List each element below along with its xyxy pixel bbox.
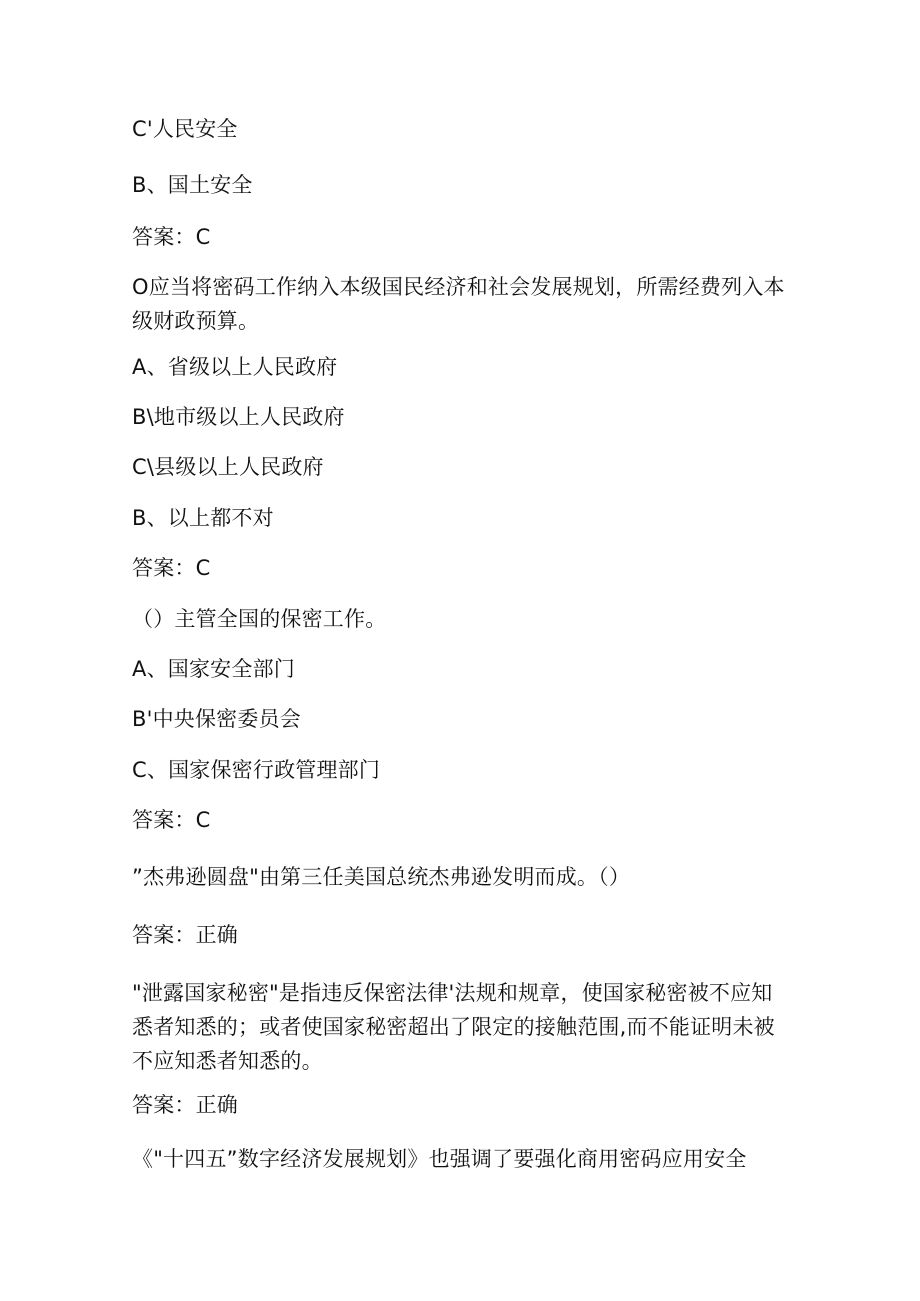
question-paragraph: "泄露国家秘密"是指违反保密法律'法规和规章，使国家秘密被不应知悉者知悉的；或者使国家秘密超出了限定的接触范围,而不能证明未被不应知悉者知悉的。 xyxy=(132,981,775,1073)
option-d-line: B、以上都不对 xyxy=(132,506,274,530)
question-line: 《"十四五”数字经济发展规划》也强调了要强化商用密码应用安全 xyxy=(132,1147,747,1171)
question-paragraph: O应当将密码工作纳入本级国民经济和社会发展规划，所需经费列入本级财政预算。 xyxy=(132,275,785,333)
question-line: （）主管全国的保密工作。 xyxy=(132,607,387,631)
answer-line: 答案：C xyxy=(132,808,211,832)
option-b-line: B'中央保密委员会 xyxy=(132,707,301,731)
answer-line: 答案：正确 xyxy=(132,1093,238,1117)
option-a-line: A、国家安全部门 xyxy=(132,657,295,681)
option-c-line: C\县级以上人民政府 xyxy=(132,455,324,479)
option-a-line: A、省级以上人民政府 xyxy=(132,355,338,379)
option-b-line: B\地市级以上人民政府 xyxy=(132,405,345,429)
option-b-line: B、国土安全 xyxy=(132,173,253,197)
option-c-line: C'人民安全 xyxy=(132,117,238,141)
answer-line: 答案：正确 xyxy=(132,923,238,947)
answer-line: 答案：C xyxy=(132,556,211,580)
question-line: ”杰弗逊圆盘"由第三任美国总统杰弗逊发明而成。（） xyxy=(132,865,631,889)
option-c-line: C、国家保密行政管理部门 xyxy=(132,758,381,782)
answer-line: 答案：C xyxy=(132,225,211,249)
